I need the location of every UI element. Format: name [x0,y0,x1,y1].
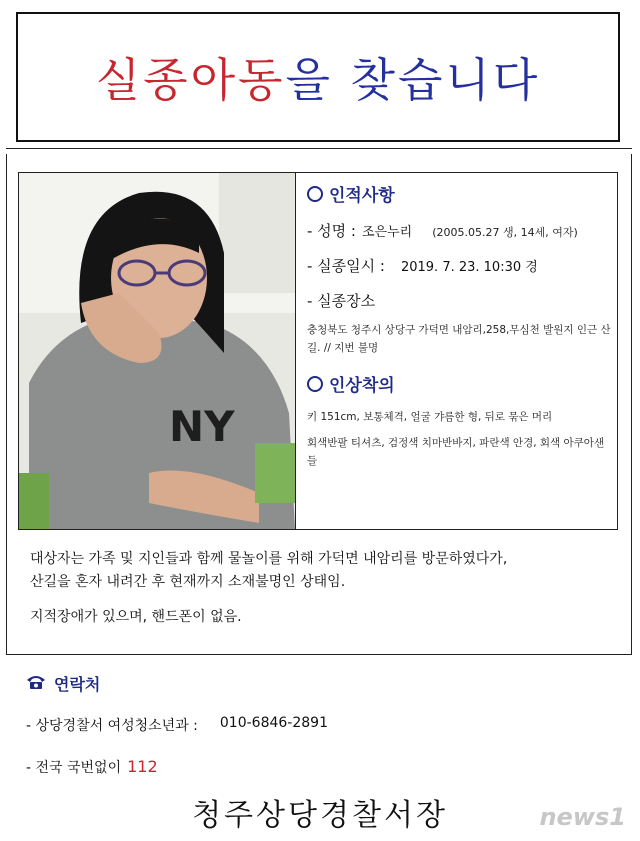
emergency-number: 112 [127,757,158,776]
missing-place-row: - 실종장소 [307,292,376,310]
circle-bullet-icon [307,376,323,392]
description-line-3: 지적장애가 있으며, 핸드폰이 없음. [30,609,242,625]
name-detail: (2005.05.27 생, 14세, 여자) [432,226,578,239]
contact-phone: 010-6846-2891 [219,715,328,731]
missing-place-value: 충청북도 청주시 상당구 가덕면 내암리,258,무심천 발원지 인근 산길. // 지번 불명 [307,324,611,354]
appearance-line-2: 회색반팔 티셔츠, 검정색 치마반바지, 파란색 안경, 회색 아쿠아샌들 [307,437,605,467]
missing-date-value: 2019. 7. 23. 10:30 경 [400,260,538,275]
issuer-name: 청주상당경찰서장 [192,798,448,833]
contact-row-112: - 전국 국번없이 112 [26,757,158,776]
appearance-header: 인상착의 [307,371,613,396]
news1-watermark: news1 [539,803,626,831]
personal-info-header: 인적사항 [307,181,613,206]
info-box [18,172,618,530]
contact-section [26,672,586,777]
circle-bullet-icon [307,186,323,202]
title-box [16,12,620,142]
appearance-line-1: 키 151cm, 보통체격, 얼굴 갸름한 형, 뒤로 묶은 머리 [307,411,553,423]
missing-date-row: - 실종일시 : 2019. 7. 23. 10:30 경 [307,257,538,275]
contact-header: 연락처 [26,672,586,695]
left-border [6,154,7,654]
personal-info [307,181,613,470]
missing-child-photo [19,173,296,529]
divider-top [6,148,632,149]
title-blue: 을 찾습니다 [285,53,541,107]
phone-icon [26,674,46,694]
right-border [631,154,632,654]
name-row: - 성명 : 조은누리 (2005.05.27 생, 14세, 여자) [307,222,578,240]
description-line-2: 산길을 혼자 내려간 후 현재까지 소재불명인 상태임. [30,574,346,590]
title-red: 실종아동 [95,53,286,107]
divider-bottom [6,654,632,655]
description-line-1: 대상자는 가족 및 지인들과 함께 물놀이를 위해 가덕면 내암리를 방문하였다가, [30,551,508,567]
svg-text:NY: NY [169,402,235,451]
case-description [30,548,620,629]
contact-row-police: - 상당경찰서 여성청소년과 : 010-6846-2891 [26,715,328,734]
name-value: 조은누리 [361,225,413,240]
poster-title [96,44,541,110]
